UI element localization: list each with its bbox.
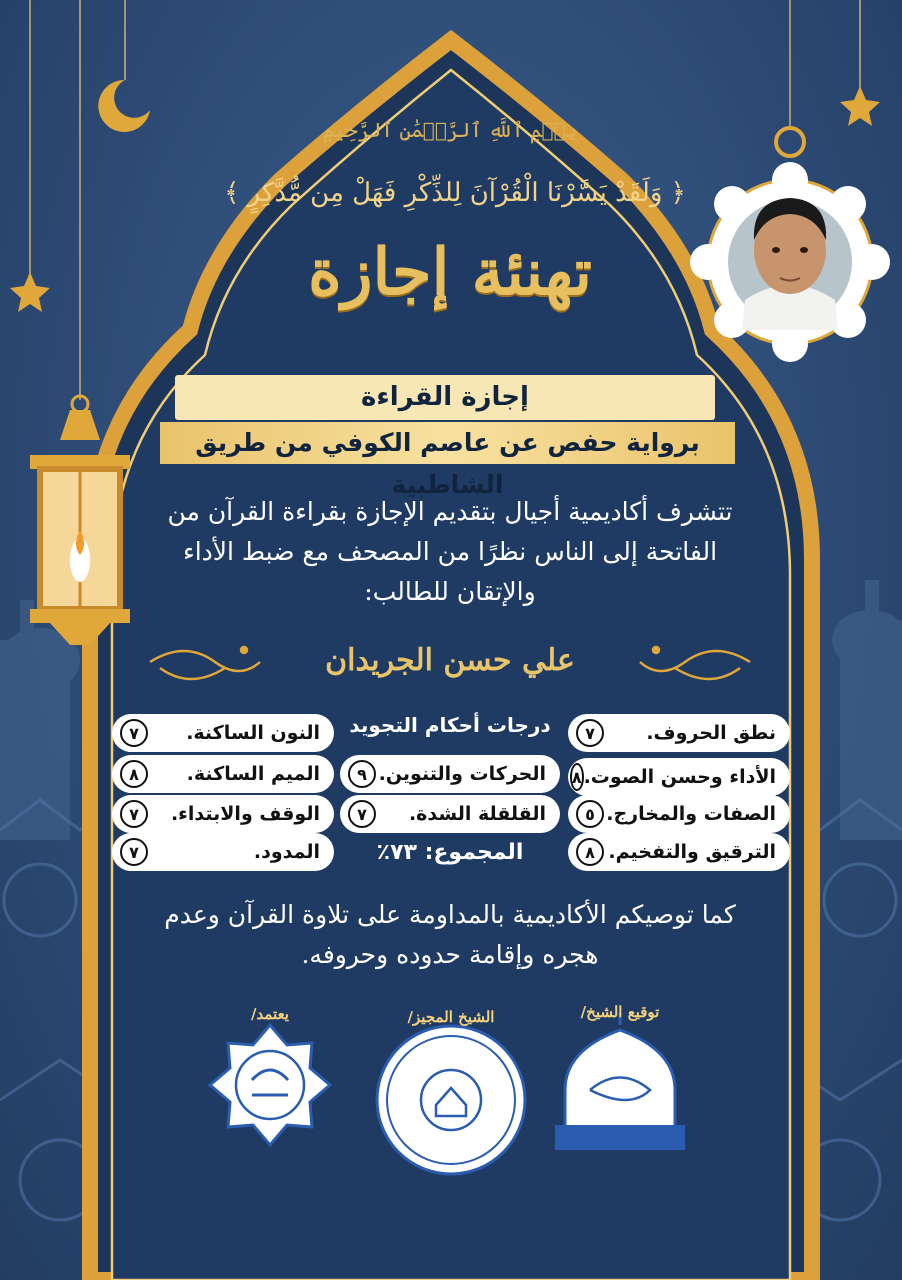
grade-score: ٨ bbox=[576, 838, 604, 866]
grade-score: ٧ bbox=[120, 719, 148, 747]
grade-score: ٧ bbox=[348, 800, 376, 828]
narration-line: برواية حفص عن عاصم الكوفي من طريق الشاطبية bbox=[160, 422, 735, 464]
grade-pill bbox=[112, 833, 334, 871]
academy-seal bbox=[210, 1025, 330, 1145]
intro-text: تتشرف أكاديمية أجيال بتقديم الإجازة بقراءة القرآن من الفاتحة إلى الناس نظرًا من المصحف مع ضبط الأداء والإتقان للطالب: bbox=[167, 497, 733, 606]
grade-label: الترقيق والتفخيم. bbox=[608, 841, 776, 863]
grade-label: الميم الساكنة. bbox=[186, 763, 320, 785]
grade-pill bbox=[340, 755, 560, 793]
grade-score: ٧ bbox=[576, 719, 604, 747]
grade-score: ٨ bbox=[570, 763, 584, 791]
photo-frame bbox=[690, 128, 890, 362]
grade-pill bbox=[568, 758, 790, 796]
grade-score: ٧ bbox=[120, 800, 148, 828]
grade-pill bbox=[568, 714, 790, 752]
grade-label: الحركات والتنوين. bbox=[378, 763, 546, 785]
grade-pill bbox=[112, 714, 334, 752]
grade-label: المدود. bbox=[253, 841, 320, 863]
closing-text: كما توصيكم الأكاديمية بالمداومة على تلاوة القرآن وعدم هجره وإقامة حدوده وحروفه. bbox=[164, 900, 736, 969]
grade-score: ٨ bbox=[120, 760, 148, 788]
grade-pill bbox=[568, 833, 790, 871]
basmala: بِسۡمِ ٱللَّهِ ٱلرَّحۡمَٰنِ ٱلرَّحِيمِ bbox=[322, 118, 578, 142]
grade-pill bbox=[112, 755, 334, 793]
licensing-sheikh-label: الشيخ المجيز/ bbox=[407, 1008, 495, 1026]
signature-label: توقيع الشيخ/ bbox=[580, 1003, 660, 1021]
grade-score: ٧ bbox=[120, 838, 148, 866]
grade-score: ٩ bbox=[348, 760, 376, 788]
grade-pill bbox=[112, 795, 334, 833]
grade-label: نطق الحروف. bbox=[646, 722, 776, 744]
sheikh-seal bbox=[377, 1026, 525, 1174]
grade-pill bbox=[568, 795, 790, 833]
approved-by-label: يعتمد/ bbox=[251, 1005, 289, 1023]
quran-verse: ﴿ وَلَقَدْ يَسَّرْنَا الْقُرْآنَ لِلذِّكْرِ فَهَلْ مِن مُّدَّكِرٍ ﴾ bbox=[224, 178, 686, 208]
grade-pill bbox=[340, 795, 560, 833]
grade-label: الوقف والابتداء. bbox=[170, 803, 320, 825]
grade-label: الأداء وحسن الصوت. bbox=[583, 766, 776, 788]
grade-label: الصفات والمخارج. bbox=[606, 803, 776, 825]
grade-label: القلقلة الشدة. bbox=[408, 803, 546, 825]
grade-label: النون الساكنة. bbox=[186, 722, 320, 744]
total-score: المجموع: ٧٣٪ bbox=[376, 840, 524, 865]
grade-score: ٥ bbox=[576, 800, 604, 828]
page-title: تهنئة إجازة bbox=[308, 235, 592, 310]
tajweed-heading: درجات أحكام التجويد bbox=[349, 713, 551, 737]
certificate-type: إجازة القراءة bbox=[175, 375, 715, 420]
student-name: علي حسن الجريدان bbox=[325, 643, 575, 678]
